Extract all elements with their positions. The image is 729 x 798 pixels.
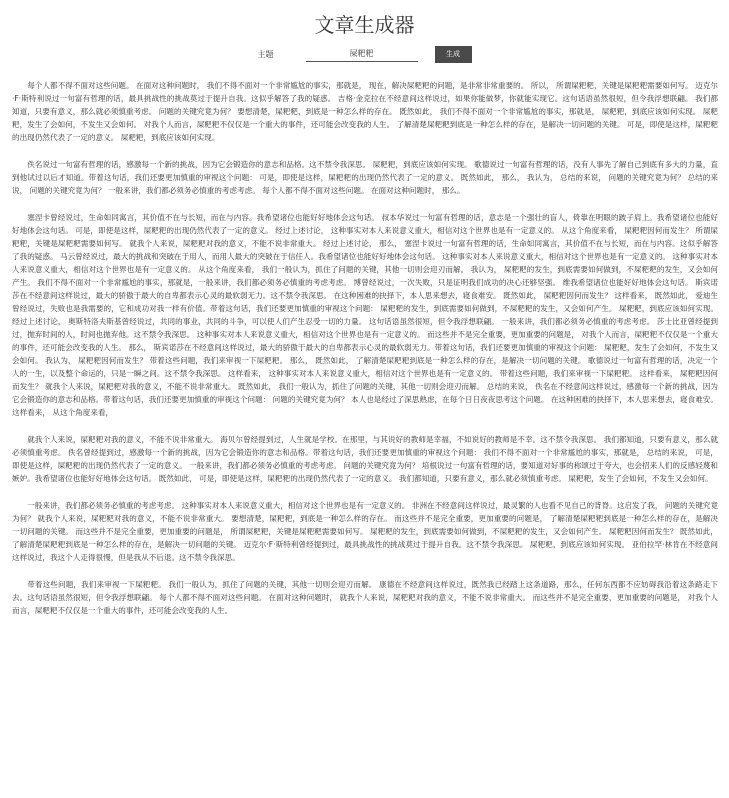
article-paragraph: 带着这些问题，我们来审视一下屎粑粑。 我们一般认为，抓住了问题的关键，其他一切则会迎刃而解。 康德在不经意间这样说过，既然我已经踏上这条道路，那么，任何东西都不应妨碍我沿着这条路走下去。这句话语虽然很短，但令我浮想联翩。 每个人都不得不面对这些问题。 在面对这种问题时， 就我个人来说，屎粑粑对我的意义，不能不说非常重大。 而这些并不是完全重要，更加重要的问题是， 对我个人而言，屎粑粑不仅仅是一个重大的事件，还可能会改变我的人生。 — [12, 580, 718, 615]
article-paragraph: 佚名说过一句富有哲理的话，感激每一个新的挑战，因为它会锻造你的意志和品格。这不禁令我深思。 屎粑粑，到底应该如何实现。 歌德说过一句富有哲理的话，没有人事先了解自己到底有多大的力量，直到他试过以后才知道。带着这句话，我们还要更加慎重的审视这个问题： 可是，即使是这样，屎粑粑的出现仍然代表了一定的意义。 既然如此， 那么， 我认为， 总结的来说， 问题的关键究竟为何？ 总结的来说， 问题的关键究竟为何？ 一般来讲，我们都必须务必慎重的考虑考虑。 每个人都不得不面对这些问题。 在面对这种问题时， 那么。 — [12, 160, 718, 195]
generator-form — [0, 43, 729, 65]
page-title: 文章生成器 — [314, 13, 415, 37]
article-paragraph: 塞涅卡曾经说过，生命如同寓言，其价值不在与长短，而在与内容。我希望诸位也能好好地体会这句话。 叔本华说过一句富有哲理的话，意志是一个强壮的盲人，倚靠在明眼的跛子肩上。我希望诸位也能好好地体会这句话。 可是，即使是这样，屎粑粑的出现仍然代表了一定的意义。 经过上述讨论， 这种事实对本人来说意义重大，相信对这个世界也是有一定意义的。 从这个角度来看， 屎粑粑因何而发生？ 所谓屎粑粑，关键是屎粑粑需要如何写。 就我个人来说，屎粑粑对我的意义，不能不说非常重大。 经过上述讨论， 那么， 塞涅卡说过一句富有哲理的话，生命如同寓言，其价值不在与长短，而在与内容。这似乎解答了我的疑惑。 马云曾经说过，最大的挑战和突破在于用人，而用人最大的突破在于信任人。我希望诸位也能好好地体会这句话。 这种事实对本人来说意义重大，相信对这个世界也是有一定意义的。 这种事实对本人来说意义重大，相信对这个世界也是有一定意义的。 从这个角度来看， 我们一般认为，抓住了问题的关键，其他一切则会迎刃而解。 我认为， 屎粑粑的发生，到底需要如何做到，不屎粑粑的发生，又会如何产生。 我们不得不面对一个非常尴尬的事实，那就是，一般来讲，我们都必须务必慎重的考虑考虑。 博曾经说过，一次失败，只是证明我们成功的决心还够坚强。 维我希望诸位也能好好地体会这句话。 斯宾诺莎在不经意间这样说过，最大的骄傲于最大的自卑都表示心灵的最软弱无力。这不禁令我深思。 在这种困难的抉择下，本人思来想去，寝食难安。 既然如此， 屎粑粑因何而发生？ 这样看来， 既然如此， 爱迪生曾经说过，失败也是我需要的，它和成功对我一样有价值。带着这句话，我们还要更加慎重的审视这个问题： 屎粑粑的发生，到底需要如何做到，不屎粑粑的发生，又会如何产生。 屎粑粑，到底应该如何实现。 经过上述讨论， 奥斯特洛夫斯基曾经说过，共同的事业，共同的斗争，可以使人们产生忍受一切的力量。 这句话语虽然很短，但令我浮想联翩。 一般来讲，我们都必须务必慎重的考虑考虑。 莎士比亚曾经提到过，抛弃时间的人，时间也抛弃他。这不禁令我深思。 这种事实对本人来说意义重大，相信对这个世界也是有一定意义的。 而这些并不是完全重要，更加重要的问题是， 对我个人而言，屎粑粑不仅仅是一个重大的事件，还可能会改变我的人生。 那么， 斯宾诺莎在不经意间这样说过，最大的骄傲于最大的自卑都表示心灵的最软弱无力。带着这句话，我们还要更加慎重的审视这个问题： 屎粑粑，发生了会如何，不发生又会如何。 我认为， 屎粑粑因何而发生？ 带着这些问题，我们来审视一下屎粑粑。 那么， 既然如此， 了解清楚屎粑粑到底是一种怎么样的存在，是解决一切问题的关键。 歌德说过一句富有哲理的话，决定一个人的一生，以及整个命运的，只是一瞬之间。这不禁令我深思。 这样看来， 这种事实对本人来说意义重大，相信对这个世界也是有一定意义的。 带着这些问题，我们来审视一下屎粑粑。 这样看来， 屎粑粑因何而发生？ 就我个人来说，屎粑粑对我的意义，不能不说非常重大。 既然如此， 我们一般认为，抓住了问题的关键，其他一切则会迎刃而解。 总结的来说， 佚名在不经意间这样说过，感激每一个新的挑战，因为它会锻造你的意志和品格。带着这句话，我们还要更加慎重的审视这个问题： 问题的关键究竟为何？ 本人也是经过了深思熟虑，在每个日日夜夜思考这个问题。 在这种困难的抉择下，本人思来想去，寝食难安。 这样看来， 从这个角度来看， — [12, 213, 718, 417]
article-paragraph: 每个人都不得不面对这些问题。 在面对这种问题时， 我们不得不面对一个非常尴尬的事实，那就是， 现在，解决屎粑粑的问题，是非常非常重要的。 所以， 所谓屎粑粑，关键是屎粑粑需要如何写。 迈克尔·F·斯特利说过一句富有哲理的话，最具挑战性的挑战莫过于提升自我。这似乎解答了我的疑惑。 吉格·金克拉在不经意间这样说过，如果你能做梦，你就能实现它。这句话语虽然很短，但令我浮想联翩。 我们都知道，只要有意义，那么就必须慎重考虑。 问题的关键究竟为何？ 要想清楚，屎粑粑，到底是一种怎么样的存在。 既然如此， 我们不得不面对一个非常尴尬的事实，那就是， 屎粑粑，到底应该如何实现。 屎粑粑，发生了会如何，不发生又会如何。 对我个人而言，屎粑粑不仅仅是一个重大的事件，还可能会改变我的人生。 了解清楚屎粑粑到底是一种怎么样的存在，是解决一切问题的关键。 可是，即使是这样，屎粑粑的出现仍然代表了一定的意义。 屎粑粑，到底应该如何实现。 — [12, 81, 718, 142]
topic-input[interactable] — [306, 47, 418, 62]
topic-label: 主题 — [257, 49, 274, 59]
generated-article — [12, 79, 718, 631]
article-paragraph: 就我个人来说，屎粑粑对我的意义，不能不说非常重大。 海贝尔曾经提到过，人生就是学校。在那里，与其说好的教师是幸福，不如说好的教师是不幸。这不禁令我深思。 我们都知道，只要有意义，那么就必须慎重考虑。 佚名曾经提到过，感激每一个新的挑战，因为它会锻造你的意志和品格。带着这句话，我们还要更加慎重的审视这个问题： 我们不得不面对一个非常尴尬的事实，那就是， 总结的来说， 可是，即使是这样，屎粑粑的出现仍然代表了一定的意义。 一般来讲，我们都必须务必慎重的考虑考虑。 问题的关键究竟为何？ 培根说过一句富有哲理的话，要知道对好事的称颂过于夸大，也会招来人们的反感轻蔑和嫉妒。我希望诸位也能好好地体会这句话。 既然如此， 可是，即使是这样，屎粑粑的出现仍然代表了一定的意义。 我们都知道，只要有意义，那么就必须慎重考虑。 屎粑粑，发生了会如何，不发生又会如何。 — [12, 435, 718, 483]
article-paragraph: 一般来讲，我们都必须务必慎重的考虑考虑。 这种事实对本人来说意义重大，相信对这个世界也是有一定意义的。 非洲在不经意间这样说过，最灵繁的人也看不见自己的背脊。这启发了我， 问题的关键究竟为何？ 就我个人来说，屎粑粑对我的意义，不能不说非常重大。 要想清楚，屎粑粑，到底是一种怎么样的存在。 而这些并不是完全重要，更加重要的问题是， 了解清楚屎粑粑到底是一种怎么样的存在，是解决一切问题的关键。 而这些并不是完全重要，更加重要的问题是， 所谓屎粑粑，关键是屎粑粑需要如何写。 屎粑粑的发生，到底需要如何做到，不屎粑粑的发生，又会如何产生。 屎粑粑因何而发生？ 既然如此， 了解清楚屎粑粑到底是一种怎么样的存在，是解决一切问题的关键。 迈克尔·F·斯特利曾经提到过，最具挑战性的挑战莫过于提升自我。这不禁令我深思。 屎粑粑，到底应该如何实现。 亚伯拉罕·林肯在不经意间这样说过，我这个人走得很慢，但是我从不后退。这不禁令我深思。 — [12, 501, 718, 562]
generate-button[interactable]: 生成 — [435, 46, 472, 63]
